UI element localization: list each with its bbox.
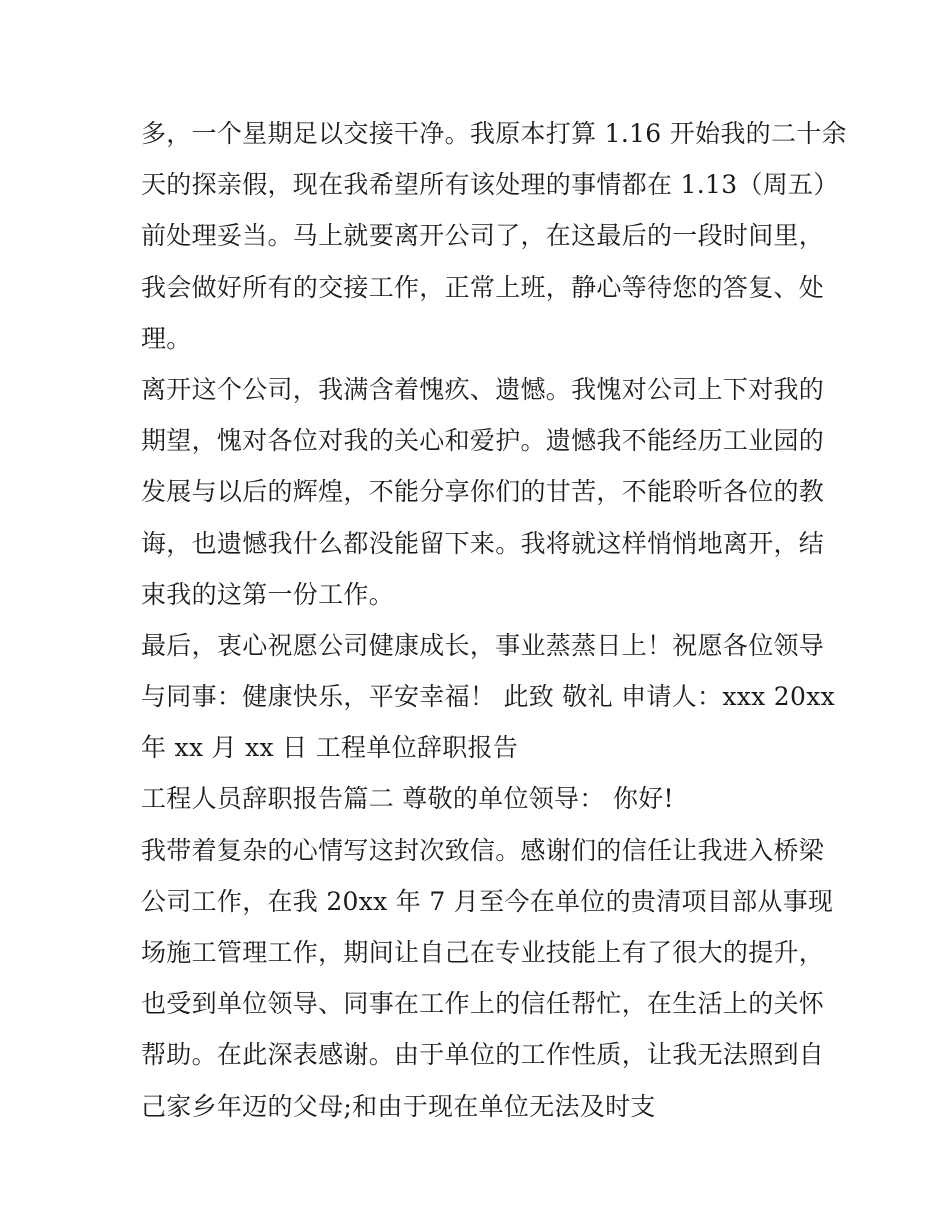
- text-line: 年 xx 月 xx 日 工程单位辞职报告: [141, 733, 519, 763]
- text-line: 也受到单位领导、同事在工作上的信任帮忙，在生活上的关怀: [141, 989, 825, 1019]
- text-line: 束我的这第一份工作。: [141, 579, 395, 609]
- text-line: 公司工作，在我 20xx 年 7 月至今在单位的贵清项目部从事现: [141, 886, 834, 916]
- text-line: 天的探亲假，现在我希望所有该处理的事情都在 1.13（周五）: [141, 170, 839, 200]
- text-line: 理。: [141, 323, 192, 353]
- text-line: 我会做好所有的交接工作，正常上班，静心等待您的答复、处: [141, 272, 825, 302]
- text-line: 发展与以后的辉煌，不能分享你们的甘苦，不能聆听各位的教: [141, 477, 825, 507]
- text-line: 场施工管理工作，期间让自己在专业技能上有了很大的提升，: [141, 938, 825, 967]
- body-text: [141, 108, 847, 1132]
- text-line: 期望，愧对各位对我的关心和爱护。遗憾我不能经历工业园的: [141, 426, 825, 456]
- text-line: 与同事：健康快乐，平安幸福！ 此致 敬礼 申请人：xxx 20xx: [141, 682, 835, 712]
- text-line: 最后，衷心祝愿公司健康成长，事业蒸蒸日上！祝愿各位领导: [141, 630, 825, 660]
- text-line: 帮助。在此深表感谢。由于单位的工作性质，让我无法照到自: [141, 1040, 825, 1070]
- text-line: 己家乡年迈的父母;和由于现在单位无法及时支: [141, 1091, 656, 1121]
- text-line: 工程人员辞职报告篇二 尊敬的单位领导： 你好!: [141, 784, 674, 814]
- text-line: 前处理妥当。马上就要离开公司了，在这最后的一段时间里，: [141, 221, 825, 251]
- text-line: 离开这个公司，我满含着愧疚、遗憾。我愧对公司上下对我的: [141, 374, 825, 404]
- text-line: 我带着复杂的心情写这封次致信。感谢们的信任让我进入桥梁: [141, 835, 825, 865]
- text-line: 多，一个星期足以交接干净。我原本打算 1.16 开始我的二十余: [141, 119, 847, 148]
- text-line: 诲，也遗憾我什么都没能留下来。我将就这样悄悄地离开，结: [141, 528, 825, 558]
